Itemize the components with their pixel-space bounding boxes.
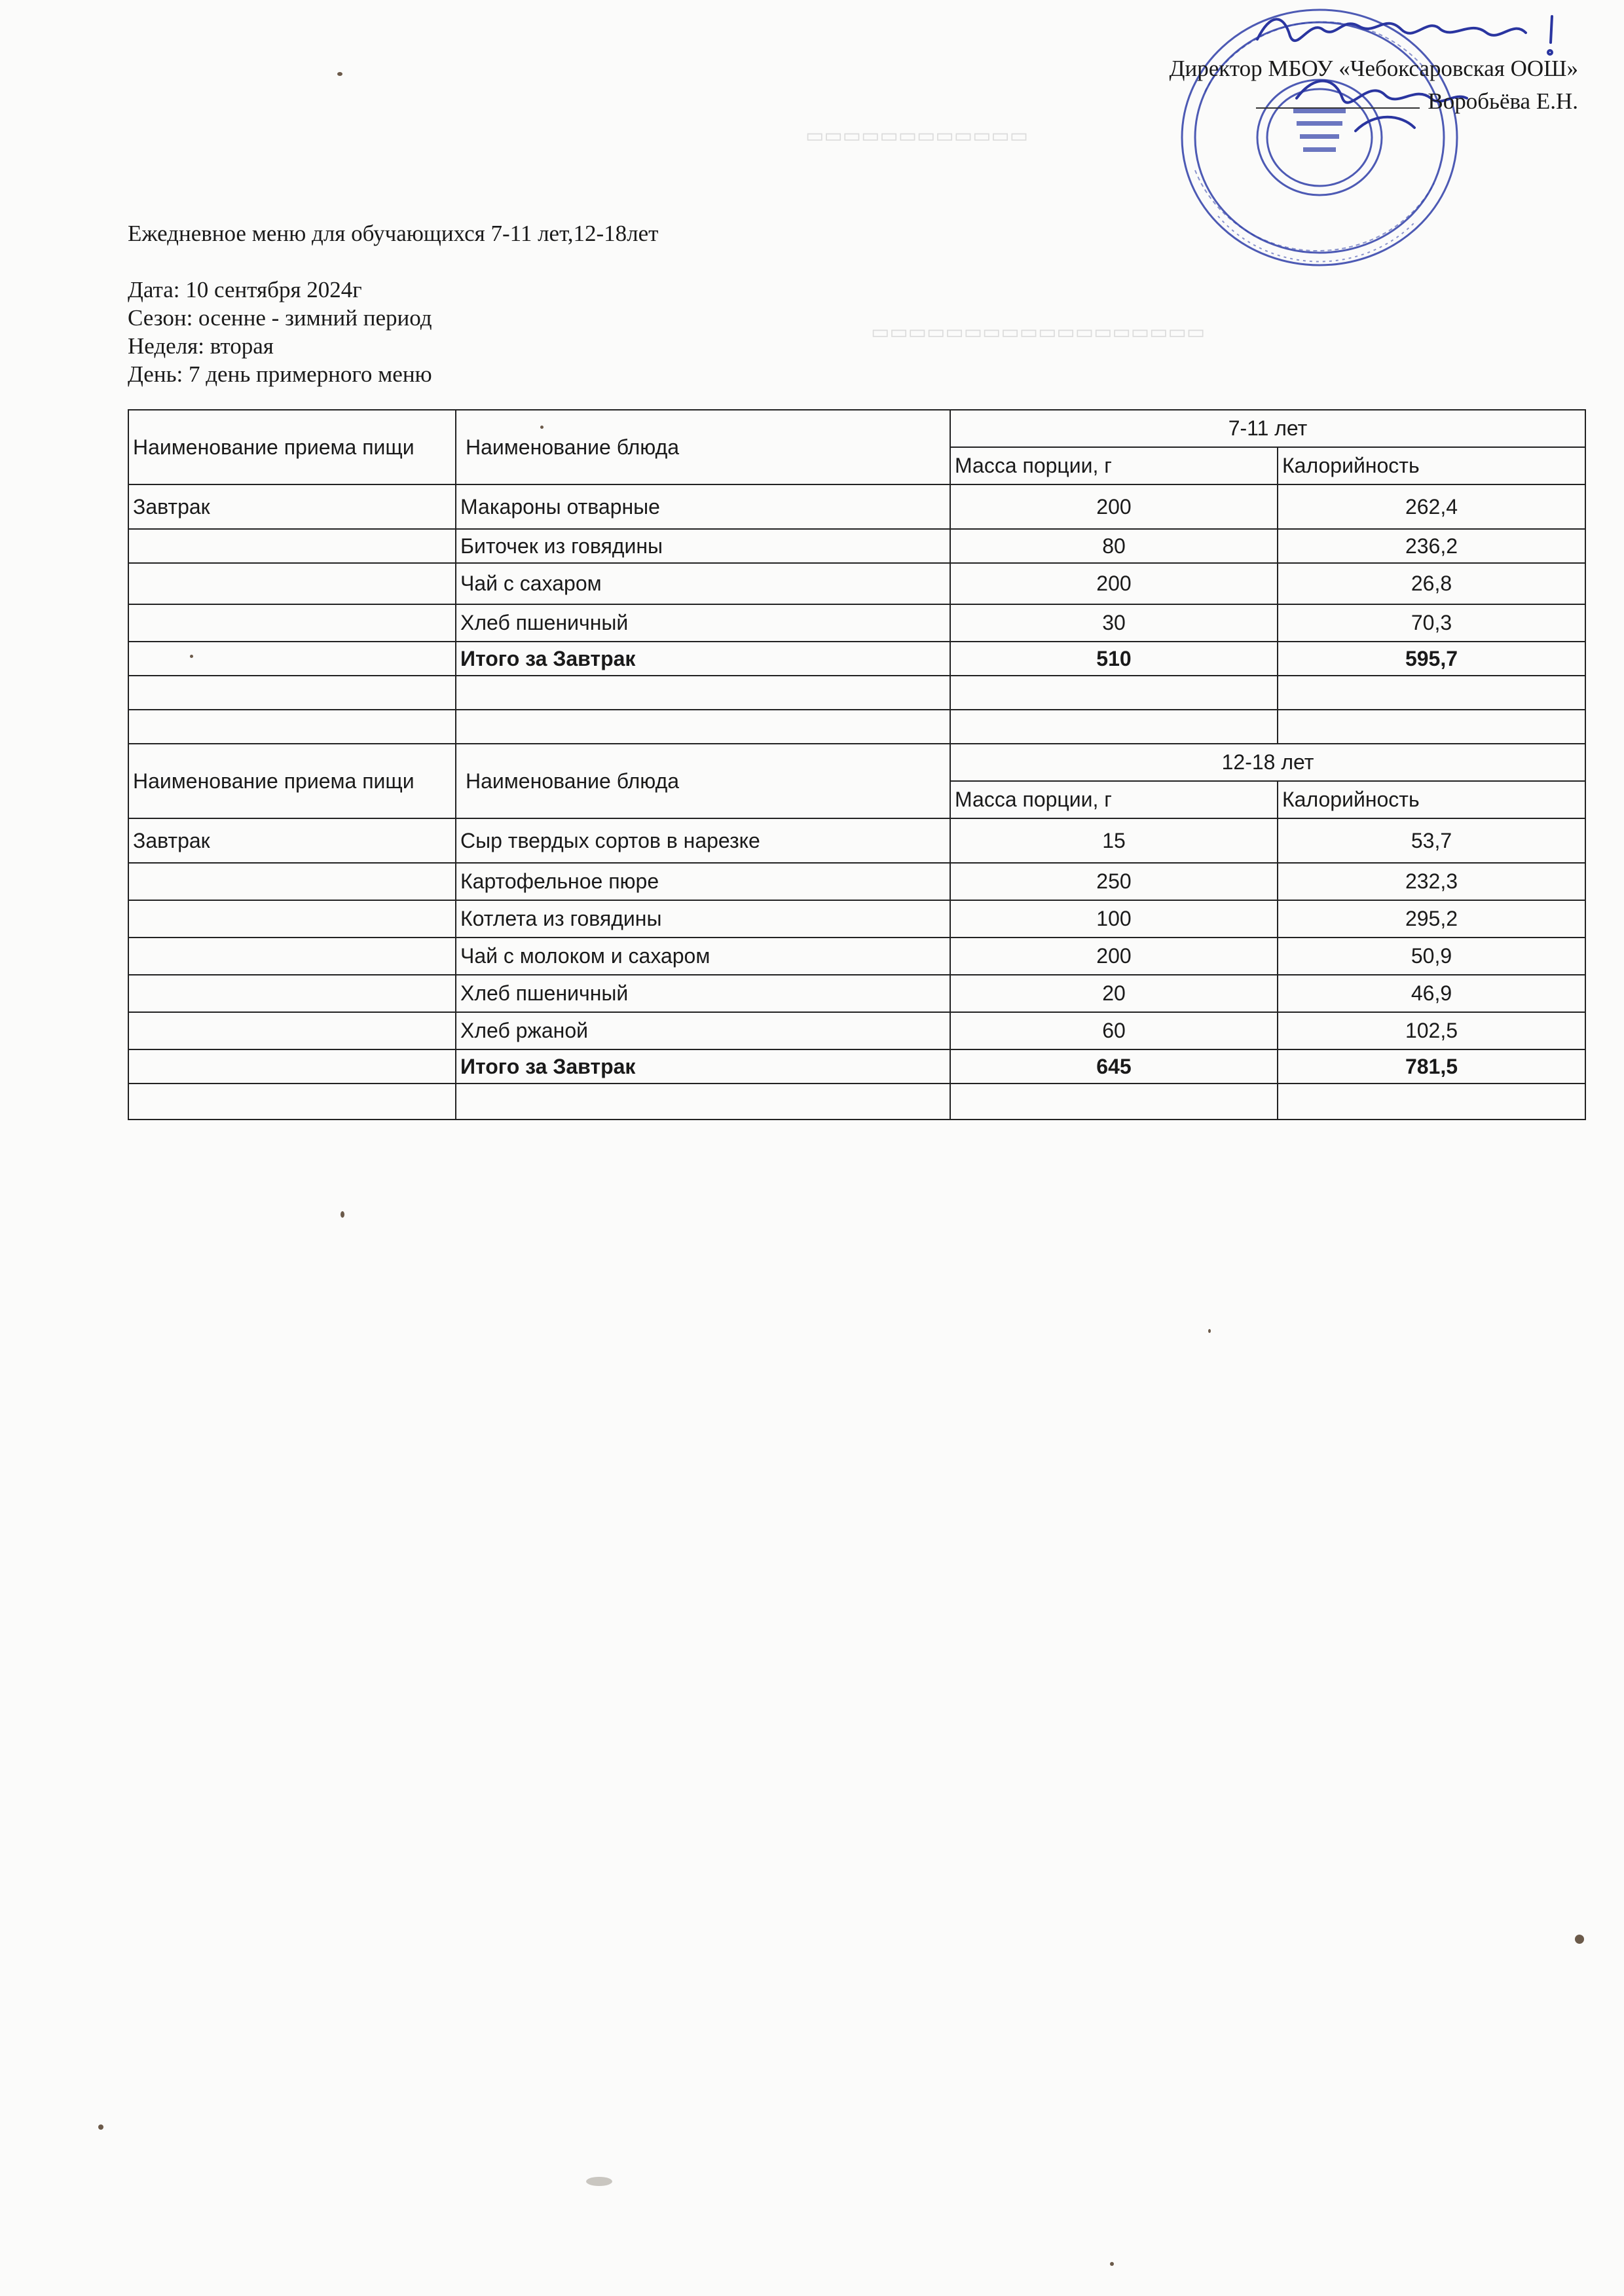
kcal-cell: 295,2 xyxy=(1278,900,1585,938)
dish-cell: Сыр твердых сортов в нарезке xyxy=(456,818,950,863)
mass-cell: 80 xyxy=(950,529,1278,563)
menu-week: Неделя: вторая xyxy=(128,333,274,359)
scan-speck xyxy=(190,655,193,658)
scan-speck xyxy=(586,2177,612,2186)
mass-cell: 200 xyxy=(950,484,1278,529)
table-row xyxy=(128,975,1585,1012)
total-mass: 510 xyxy=(950,642,1278,676)
meal-cell: Завтрак xyxy=(128,484,456,529)
kcal-cell: 262,4 xyxy=(1278,484,1585,529)
table-row xyxy=(128,900,1585,938)
table-row xyxy=(128,529,1585,563)
menu-day: День: 7 день примерного меню xyxy=(128,361,432,387)
col-kcal-header: Калорийность xyxy=(1278,781,1585,818)
empty-row xyxy=(128,1084,1585,1120)
scan-speck xyxy=(1575,1935,1584,1944)
table-row xyxy=(128,484,1585,529)
table-row xyxy=(128,818,1585,863)
scan-speck xyxy=(1208,1329,1211,1333)
table-row xyxy=(128,938,1585,975)
dish-cell: Биточек из говядины xyxy=(456,529,950,563)
mass-cell: 200 xyxy=(950,938,1278,975)
kcal-cell: 46,9 xyxy=(1278,975,1585,1012)
age-group-12-18: 12-18 лет xyxy=(950,744,1585,781)
meal-cell xyxy=(128,1012,456,1049)
scan-speck xyxy=(1110,2262,1114,2266)
kcal-cell: 236,2 xyxy=(1278,529,1585,563)
col-dish-header: Наименование блюда xyxy=(456,410,950,484)
dish-cell: Картофельное пюре xyxy=(456,863,950,900)
approval-signature-row xyxy=(1170,85,1578,118)
menu-header xyxy=(128,219,658,388)
kcal-cell: 70,3 xyxy=(1278,604,1585,642)
bleed-through-text: ▭▭▭▭▭▭▭▭▭▭▭▭▭▭▭▭▭▭ xyxy=(871,321,1206,343)
table-row xyxy=(128,563,1585,604)
approval-position: Директор МБОУ «Чебоксаровская ООШ» xyxy=(1169,56,1578,81)
empty-row xyxy=(128,710,1585,744)
table-row xyxy=(128,1012,1585,1049)
scan-speck xyxy=(337,72,342,76)
meal-cell xyxy=(128,900,456,938)
kcal-cell: 53,7 xyxy=(1278,818,1585,863)
col-meal-header: Наименование приема пищи xyxy=(128,744,456,818)
mass-cell: 30 xyxy=(950,604,1278,642)
dish-cell: Хлеб пшеничный xyxy=(456,975,950,1012)
table-header-row xyxy=(128,744,1585,781)
scan-speck xyxy=(98,2124,103,2130)
table-header-row xyxy=(128,410,1585,447)
total-kcal: 595,7 xyxy=(1278,642,1585,676)
empty-row xyxy=(128,676,1585,710)
menu-date: Дата: 10 сентября 2024г xyxy=(128,277,362,302)
meal-cell xyxy=(128,563,456,604)
mass-cell: 20 xyxy=(950,975,1278,1012)
kcal-cell: 232,3 xyxy=(1278,863,1585,900)
approval-block xyxy=(1170,52,1578,118)
meal-cell xyxy=(128,863,456,900)
meal-cell xyxy=(128,938,456,975)
table-row xyxy=(128,863,1585,900)
approval-signer: Воробьёва Е.Н. xyxy=(1428,88,1578,114)
mass-cell: 15 xyxy=(950,818,1278,863)
dish-cell: Макароны отварные xyxy=(456,484,950,529)
total-kcal: 781,5 xyxy=(1278,1049,1585,1084)
meal-cell xyxy=(128,604,456,642)
table-row xyxy=(128,604,1585,642)
menu-season: Сезон: осенне - зимний период xyxy=(128,305,432,331)
dish-cell: Хлеб пшеничный xyxy=(456,604,950,642)
col-dish-header: Наименование блюда xyxy=(456,744,950,818)
menu-table xyxy=(128,409,1586,1120)
kcal-cell: 50,9 xyxy=(1278,938,1585,975)
col-kcal-header: Калорийность xyxy=(1278,447,1585,484)
col-meal-header: Наименование приема пищи xyxy=(128,410,456,484)
scan-speck xyxy=(540,426,544,429)
total-mass: 645 xyxy=(950,1049,1278,1084)
meal-cell xyxy=(128,975,456,1012)
total-row xyxy=(128,1049,1585,1084)
scan-speck xyxy=(341,1211,344,1218)
total-label: Итого за Завтрак xyxy=(456,642,950,676)
mass-cell: 250 xyxy=(950,863,1278,900)
kcal-cell: 102,5 xyxy=(1278,1012,1585,1049)
dish-cell: Хлеб ржаной xyxy=(456,1012,950,1049)
mass-cell: 100 xyxy=(950,900,1278,938)
total-label: Итого за Завтрак xyxy=(456,1049,950,1084)
dish-cell: Котлета из говядины xyxy=(456,900,950,938)
bleed-through-text: ▭▭▭▭▭▭▭▭▭▭▭▭ xyxy=(805,125,1029,147)
mass-cell: 60 xyxy=(950,1012,1278,1049)
meal-cell xyxy=(128,529,456,563)
dish-cell: Чай с сахаром xyxy=(456,563,950,604)
col-mass-header: Масса порции, г xyxy=(950,781,1278,818)
kcal-cell: 26,8 xyxy=(1278,563,1585,604)
mass-cell: 200 xyxy=(950,563,1278,604)
meal-cell: Завтрак xyxy=(128,818,456,863)
total-row xyxy=(128,642,1585,676)
menu-title: Ежедневное меню для обучающихся 7-11 лет,12-18лет xyxy=(128,221,659,246)
col-mass-header: Масса порции, г xyxy=(950,447,1278,484)
signature-line xyxy=(1256,88,1420,109)
age-group-7-11: 7-11 лет xyxy=(950,410,1585,447)
dish-cell: Чай с молоком и сахаром xyxy=(456,938,950,975)
